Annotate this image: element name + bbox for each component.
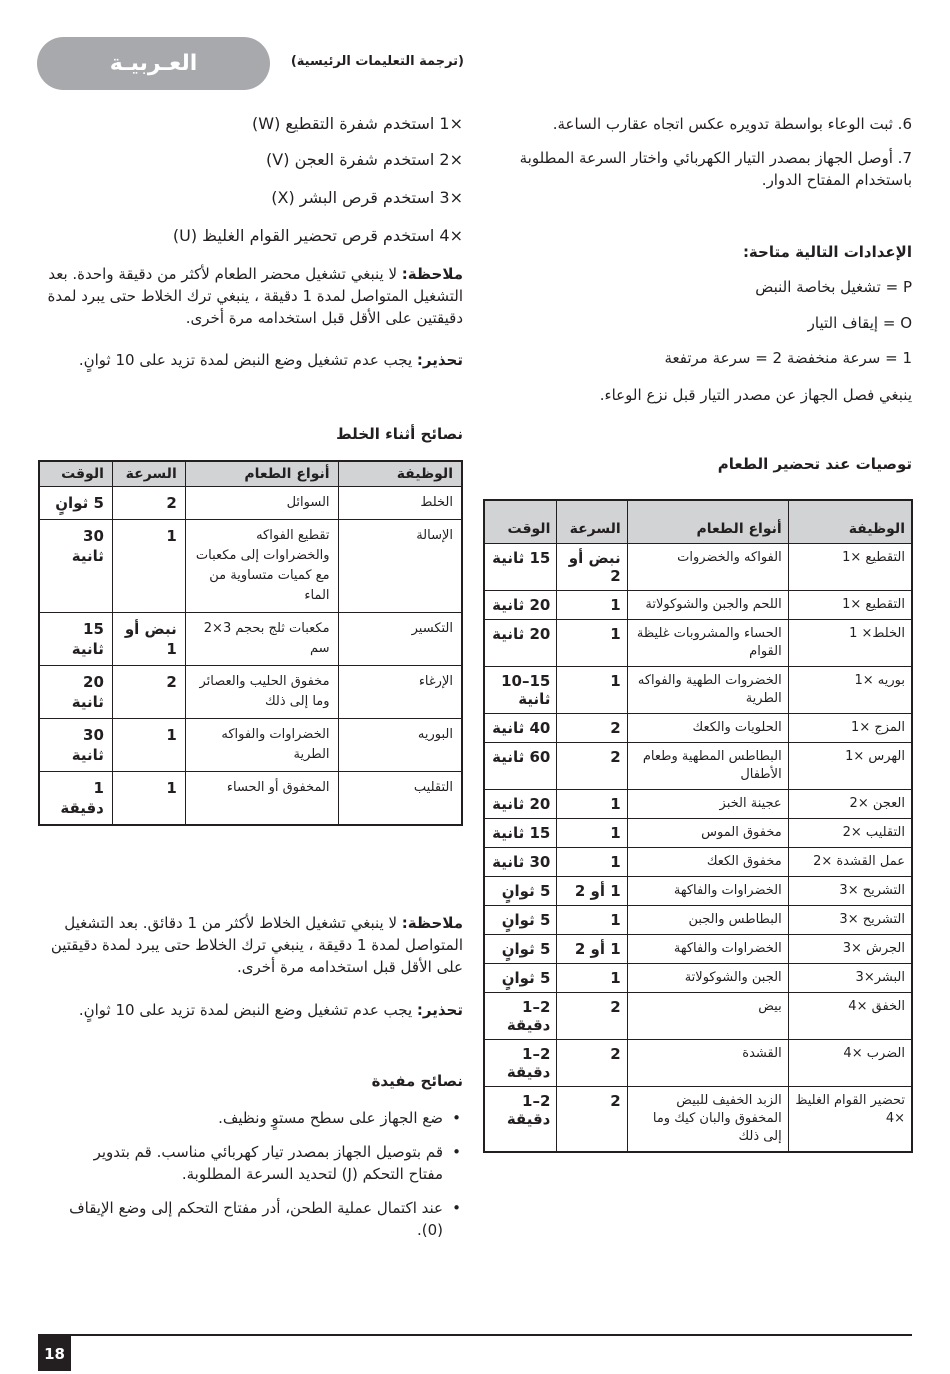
table-cell: الإسالة bbox=[338, 520, 462, 613]
table-cell: عجينة الخبز bbox=[627, 790, 788, 819]
table-cell: بيض bbox=[627, 993, 788, 1040]
use-3: ×3 استخدم قرص البشر (X) bbox=[271, 188, 463, 207]
table-cell: 1 bbox=[112, 719, 185, 772]
table-cell: بوريه ×1 bbox=[788, 667, 912, 714]
step-6: 6. ثبت الوعاء بواسطة تدويره عكس اتجاه عقارب الساعة. bbox=[552, 115, 912, 133]
table-row bbox=[484, 620, 912, 667]
table-cell: 2 bbox=[112, 666, 185, 719]
table-cell: المخفوق أو الحساء bbox=[185, 772, 338, 826]
table-cell: 2 bbox=[557, 714, 627, 743]
page-number: 18 bbox=[38, 1336, 71, 1371]
table-cell: التشريح ×3 bbox=[788, 906, 912, 935]
column-header: الوظيفة bbox=[788, 500, 912, 544]
table-cell: 1 أو 2 bbox=[557, 877, 627, 906]
table-cell: 15 ثانية bbox=[39, 613, 112, 666]
table-cell: 60 ثانية bbox=[484, 743, 557, 790]
column-header: السرعة bbox=[112, 461, 185, 487]
table-cell: الخضروات الطهية والفواكه الطرية bbox=[627, 667, 788, 714]
table-cell: 2–1 دقيقة bbox=[484, 993, 557, 1040]
table-cell: الجبن والشوكولاتة bbox=[627, 964, 788, 993]
blend-heading: نصائح أثناء الخلط bbox=[336, 425, 463, 443]
table-row bbox=[484, 790, 912, 819]
table-row bbox=[39, 719, 462, 772]
table-cell: 2 bbox=[112, 487, 185, 520]
note-label: ملاحظة: bbox=[401, 265, 463, 283]
table-row bbox=[484, 848, 912, 877]
table-cell: 1 أو 2 bbox=[557, 935, 627, 964]
table-cell: 1 bbox=[112, 772, 185, 826]
blend-table bbox=[38, 460, 463, 826]
table-cell: 20 ثانية bbox=[39, 666, 112, 719]
table-cell: المزج ×1 bbox=[788, 714, 912, 743]
table-cell: 2 bbox=[557, 1040, 627, 1087]
table-cell: العجن ×2 bbox=[788, 790, 912, 819]
warning-label: تحذير: bbox=[416, 351, 463, 369]
table-cell: مكعبات ثلج بحجم 3×2 سم bbox=[185, 613, 338, 666]
settings-heading: الإعدادات التالية متاحة: bbox=[742, 243, 912, 261]
table-cell: التشريح ×3 bbox=[788, 877, 912, 906]
tips-heading: نصائح مفيدة bbox=[371, 1072, 463, 1090]
table-row bbox=[484, 544, 912, 591]
table-row bbox=[484, 935, 912, 964]
use-4: ×4 استخدم قرص تحضير القوام الغليظ (U) bbox=[172, 226, 463, 245]
table-cell: اللحم والجبن والشوكولاتة bbox=[627, 591, 788, 620]
table-row bbox=[39, 772, 462, 826]
note-label: ملاحظة: bbox=[401, 914, 463, 932]
table-cell: مخفوق الموس bbox=[627, 819, 788, 848]
table-cell: الفواكه والخضروات bbox=[627, 544, 788, 591]
table-cell: الخلط bbox=[338, 487, 462, 520]
table-cell: 15 ثانية bbox=[484, 544, 557, 591]
table-cell: الحساء والمشروبات غليظة القوام bbox=[627, 620, 788, 667]
table-cell: التقطيع ×1 bbox=[788, 591, 912, 620]
table-cell: 1 دقيقة bbox=[39, 772, 112, 826]
table-cell: 30 ثانية bbox=[484, 848, 557, 877]
table-cell: التقليب ×2 bbox=[788, 819, 912, 848]
table-cell: البشر×3 bbox=[788, 964, 912, 993]
food-prep-table bbox=[483, 499, 913, 1153]
table-cell: الخلط× 1 bbox=[788, 620, 912, 667]
note-1 bbox=[38, 263, 463, 329]
table-cell: 2 bbox=[557, 1087, 627, 1153]
table-row bbox=[484, 964, 912, 993]
table-cell: التقليب bbox=[338, 772, 462, 826]
table-cell: الخضراوات والفواكه الطرية bbox=[185, 719, 338, 772]
table-header-row bbox=[39, 461, 462, 487]
table-row bbox=[484, 906, 912, 935]
table-cell: الجرش ×3 bbox=[788, 935, 912, 964]
footer-divider bbox=[38, 1334, 912, 1336]
table-cell: البوريه bbox=[338, 719, 462, 772]
table-cell: الهرس ×1 bbox=[788, 743, 912, 790]
table-cell: 2–1 دقيقة bbox=[484, 1040, 557, 1087]
table-cell: نبض أو 2 bbox=[557, 544, 627, 591]
table-cell: مخفوق الكعك bbox=[627, 848, 788, 877]
table-cell: 1 bbox=[557, 620, 627, 667]
table-cell: عمل القشدة ×2 bbox=[788, 848, 912, 877]
column-header: الوظيفة bbox=[338, 461, 462, 487]
recommend-heading: توصيات عند تحضير الطعام bbox=[717, 455, 912, 473]
column-header: الوقت bbox=[484, 500, 557, 544]
table-cell: 2 bbox=[557, 993, 627, 1040]
table-cell: 20 ثانية bbox=[484, 591, 557, 620]
table-cell: 30 ثانية bbox=[39, 719, 112, 772]
warning-label: تحذير: bbox=[416, 1001, 463, 1019]
table-cell: 5 ثوانٍ bbox=[484, 877, 557, 906]
table-header-row bbox=[484, 500, 912, 544]
table-cell: نبض أو 1 bbox=[112, 613, 185, 666]
use-2: ×2 استخدم شفرة العجن (V) bbox=[266, 150, 463, 169]
table-cell: تقطيع الفواكه والخضراوات إلى مكعبات مع كميات متساوية من الماء bbox=[185, 520, 338, 613]
use-1: ×1 استخدم شفرة التقطيع (W) bbox=[252, 114, 463, 133]
table-row bbox=[484, 1040, 912, 1087]
table-cell: 5 ثوانٍ bbox=[484, 906, 557, 935]
column-header: أنواع الطعام bbox=[185, 461, 338, 487]
table-cell: 1 bbox=[557, 667, 627, 714]
table-cell: الحلويات والكعك bbox=[627, 714, 788, 743]
column-header: الوقت bbox=[39, 461, 112, 487]
note-2 bbox=[38, 912, 463, 978]
table-cell: 15–10 ثانية bbox=[484, 667, 557, 714]
table-cell: الإرغاء bbox=[338, 666, 462, 719]
table-row bbox=[484, 591, 912, 620]
warning-text: يجب عدم تشغيل وضع النبض لمدة تزيد على 10 ثوانٍ. bbox=[78, 1001, 413, 1019]
table-cell: تحضير القوام الغليظ ×4 bbox=[788, 1087, 912, 1153]
table-cell: الزبد الخفيف للبيض المخفوق والبان كيك وما إلى ذلك bbox=[627, 1087, 788, 1153]
table-row bbox=[484, 667, 912, 714]
table-cell: 15 ثانية bbox=[484, 819, 557, 848]
table-cell: 5 ثوانٍ bbox=[484, 935, 557, 964]
table-row bbox=[484, 714, 912, 743]
table-cell: 1 bbox=[557, 819, 627, 848]
table-cell: 30 ثانية bbox=[39, 520, 112, 613]
table-cell: القشدة bbox=[627, 1040, 788, 1087]
table-cell: 5 ثوانٍ bbox=[39, 487, 112, 520]
table-cell: 1 bbox=[557, 591, 627, 620]
table-row bbox=[39, 666, 462, 719]
table-cell: 1 bbox=[557, 906, 627, 935]
table-cell: 1 bbox=[557, 848, 627, 877]
list-item: • قم بتوصيل الجهاز بمصدر تيار كهربائي مناسب. قم بتدوير مفتاح التحكم (J) لتحديد السرعة المطلوبة. bbox=[60, 1141, 443, 1185]
table-cell: 1 bbox=[557, 790, 627, 819]
language-tab: العـربيـة bbox=[37, 37, 270, 90]
table-cell: 20 ثانية bbox=[484, 790, 557, 819]
table-cell: البطاطس المطهية وطعام الأطفال bbox=[627, 743, 788, 790]
warning-text: يجب عدم تشغيل وضع النبض لمدة تزيد على 10 ثوانٍ. bbox=[78, 351, 413, 369]
table-row bbox=[39, 613, 462, 666]
setting-o: O = إيقاف التيار bbox=[807, 314, 912, 332]
note-text: لا ينبغي تشغيل الخلاط لأكثر من 1 دقائق. بعد التشغيل المتواصل لمدة 1 دقيقة ، ينبغي ترك الخلاط حتى يبرد لمدة دقيقتين على الأقل قبل استخدامه مرة أخرى. bbox=[50, 914, 463, 976]
table-cell: 5 ثوانٍ bbox=[484, 964, 557, 993]
list-item: • عند اكتمال عملية الطحن، أدر مفتاح التحكم إلى وضع الإيقاف (0). bbox=[60, 1197, 443, 1241]
table-cell: 2–1 دقيقة bbox=[484, 1087, 557, 1153]
step-7: 7. أوصل الجهاز بمصدر التيار الكهربائي واختار السرعة المطلوبة باستخدام المفتاح الدوار. bbox=[519, 149, 912, 189]
table-cell: 2 bbox=[557, 743, 627, 790]
page-subtitle: (ترجمة التعليمات الرئيسية) bbox=[290, 54, 464, 69]
setting-p: P = تشغيل بخاصة النبض bbox=[755, 278, 912, 296]
unplug-note: ينبغي فصل الجهاز عن مصدر التيار قبل نزع الوعاء. bbox=[599, 386, 912, 404]
table-cell: الضرب ×4 bbox=[788, 1040, 912, 1087]
table-row bbox=[39, 487, 462, 520]
column-header: السرعة bbox=[557, 500, 627, 544]
column-header: أنواع الطعام bbox=[627, 500, 788, 544]
warning-1 bbox=[38, 349, 463, 371]
table-cell: الخفق ×4 bbox=[788, 993, 912, 1040]
table-cell: 40 ثانية bbox=[484, 714, 557, 743]
table-row bbox=[484, 877, 912, 906]
table-row bbox=[484, 819, 912, 848]
tips-list bbox=[60, 1107, 463, 1253]
list-item: • ضع الجهاز على سطح مستوٍ ونظيف. bbox=[60, 1107, 443, 1129]
note-text: لا ينبغي تشغيل محضر الطعام لأكثر من دقيقة واحدة. بعد التشغيل المتواصل لمدة 1 دقيقة ، ينبغي ترك الخلاط حتى يبرد لمدة دقيقتين على الأقل قبل استخدامه مرة أخرى. bbox=[47, 265, 463, 327]
setting-speed: 1 = سرعة منخفضة 2 = سرعة مرتفعة bbox=[664, 349, 912, 367]
table-cell: الخضراوات والفاكهة bbox=[627, 935, 788, 964]
table-row bbox=[484, 743, 912, 790]
table-row bbox=[484, 993, 912, 1040]
table-cell: مخفوق الحليب والعصائر وما إلى ذلك bbox=[185, 666, 338, 719]
table-cell: السوائل bbox=[185, 487, 338, 520]
table-cell: 1 bbox=[557, 964, 627, 993]
table-cell: الخضراوات والفاكهة bbox=[627, 877, 788, 906]
table-cell: التكسير bbox=[338, 613, 462, 666]
warning-2 bbox=[38, 999, 463, 1021]
table-cell: 20 ثانية bbox=[484, 620, 557, 667]
table-cell: التقطيع ×1 bbox=[788, 544, 912, 591]
table-row bbox=[484, 1087, 912, 1153]
table-cell: 1 bbox=[112, 520, 185, 613]
table-row bbox=[39, 520, 462, 613]
table-cell: البطاطس والجبن bbox=[627, 906, 788, 935]
